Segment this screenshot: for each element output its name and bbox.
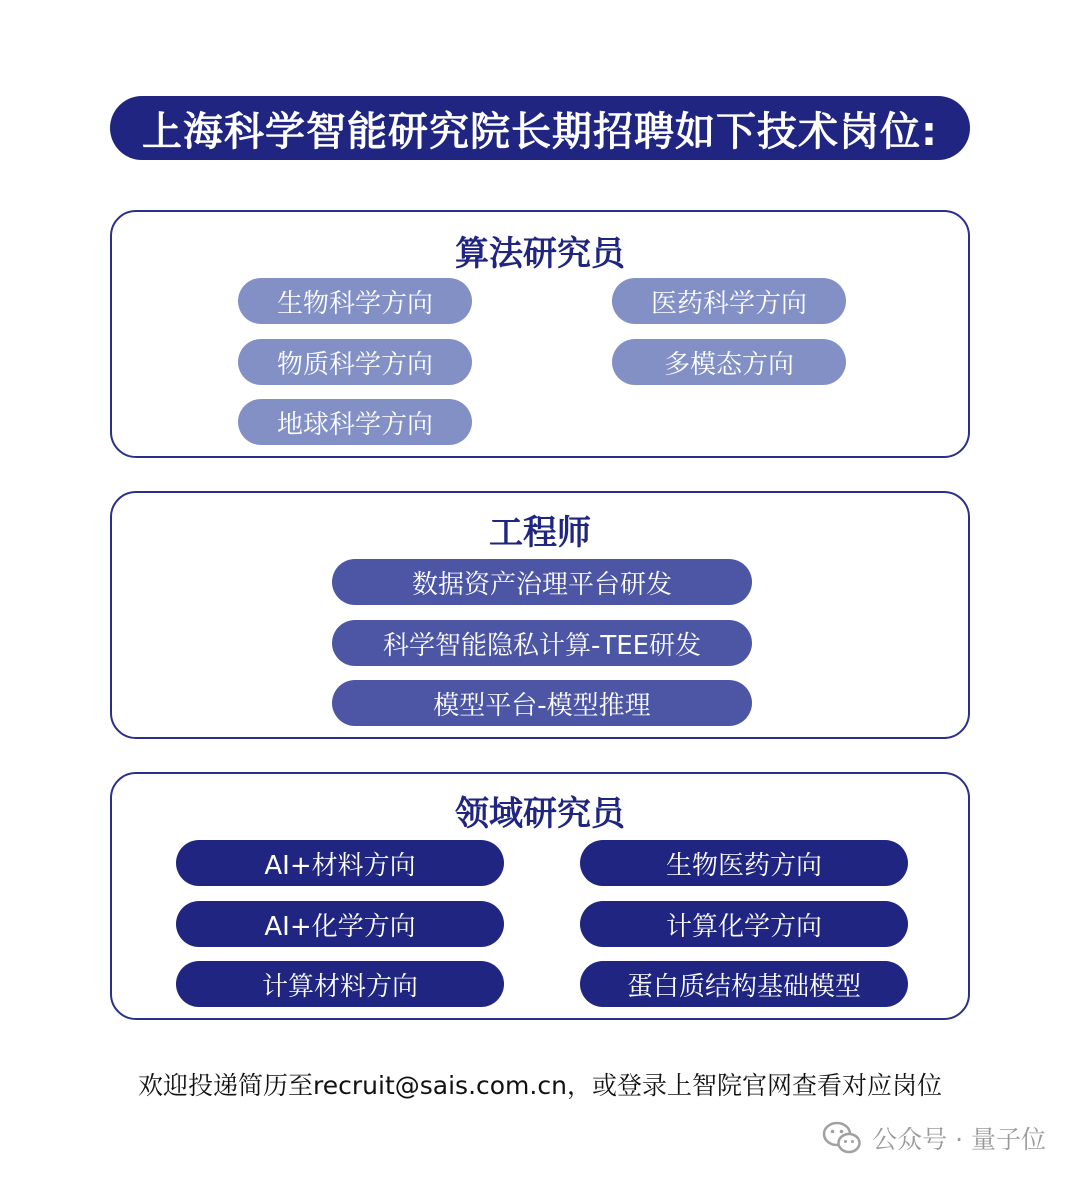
position-tag[interactable]: 计算材料方向 — [176, 961, 504, 1007]
page-title: 上海科学智能研究院长期招聘如下技术岗位: — [142, 108, 938, 155]
position-tag[interactable]: 数据资产治理平台研发 — [332, 559, 752, 605]
section-title-algorithm: 算法研究员 — [455, 234, 625, 274]
position-tag[interactable]: 科学智能隐私计算-TEE研发 — [332, 620, 752, 666]
watermark — [822, 1120, 1046, 1156]
position-tag[interactable]: 生物科学方向 — [238, 278, 472, 324]
position-tag[interactable]: 生物医药方向 — [580, 840, 908, 886]
section-engineer — [110, 491, 970, 739]
section-algorithm-researcher — [110, 210, 970, 458]
watermark-text: 公众号 · 量子位 — [872, 1125, 1046, 1154]
position-tag[interactable]: 模型平台-模型推理 — [332, 680, 752, 726]
wechat-icon — [822, 1121, 862, 1155]
position-tag[interactable]: 地球科学方向 — [238, 399, 472, 445]
title-banner — [110, 96, 970, 160]
section-domain-researcher — [110, 772, 970, 1020]
position-tag[interactable]: 计算化学方向 — [580, 901, 908, 947]
footer-contact-text: 欢迎投递简历至recruit@sais.com.cn，或登录上智院官网查看对应岗位 — [138, 1071, 942, 1100]
section-title-domain: 领域研究员 — [455, 794, 625, 834]
position-tag[interactable]: 多模态方向 — [612, 339, 846, 385]
position-tag[interactable]: 医药科学方向 — [612, 278, 846, 324]
position-tag[interactable]: AI+化学方向 — [176, 901, 504, 947]
section-title-engineer: 工程师 — [489, 513, 591, 553]
position-tag[interactable]: AI+材料方向 — [176, 840, 504, 886]
position-tag[interactable]: 物质科学方向 — [238, 339, 472, 385]
position-tag[interactable]: 蛋白质结构基础模型 — [580, 961, 908, 1007]
